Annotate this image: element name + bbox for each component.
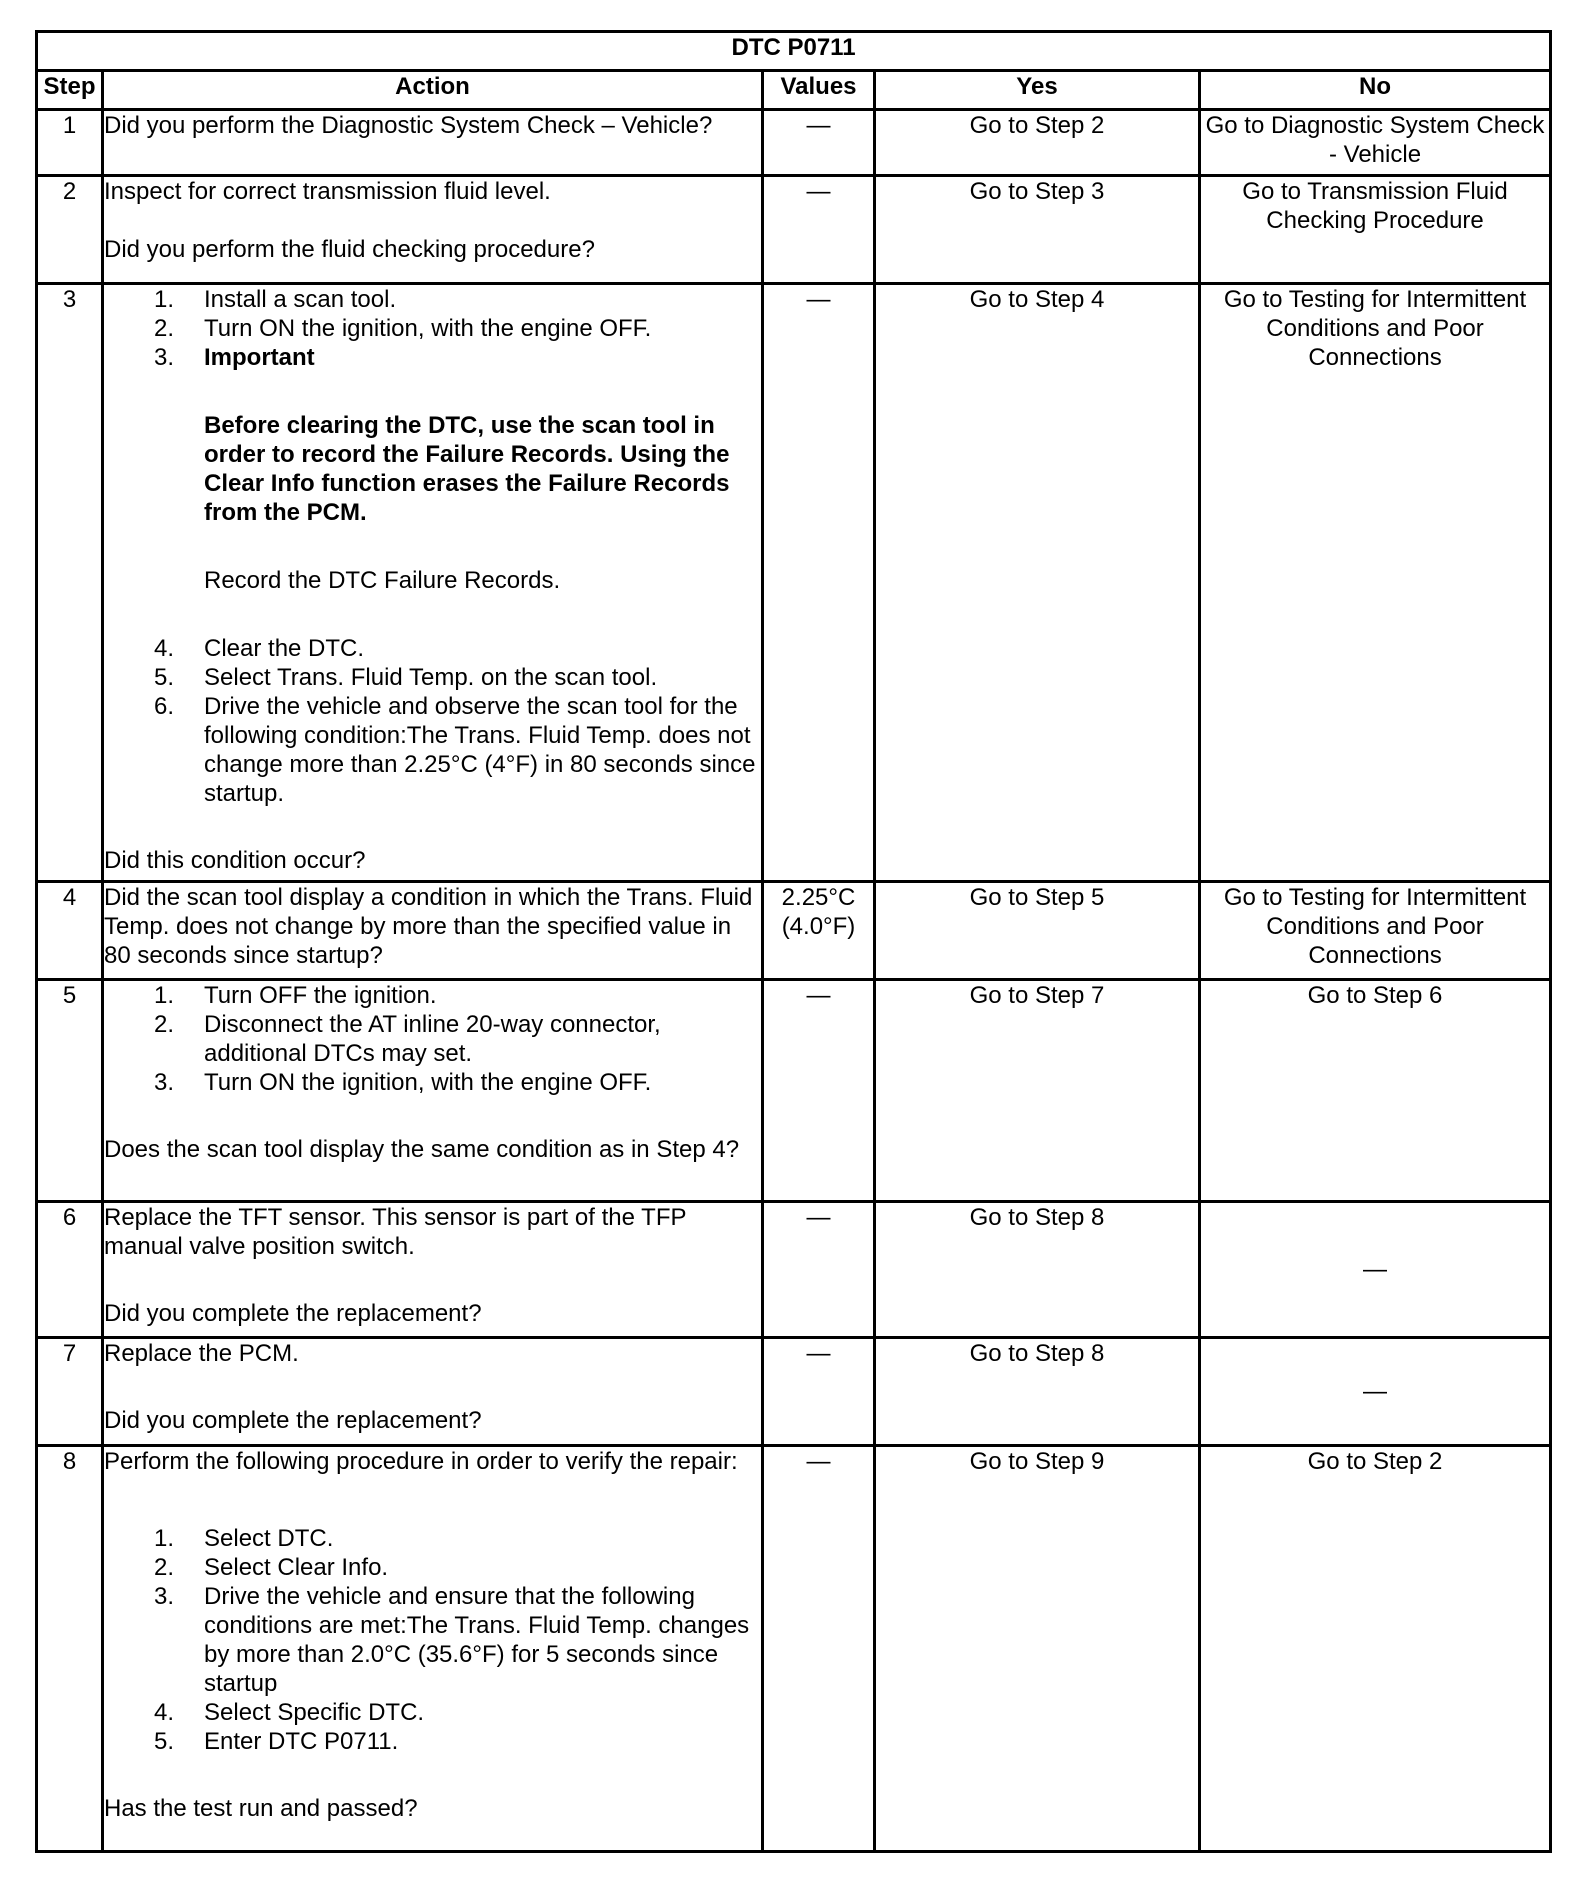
table-row bbox=[37, 1446, 1551, 1852]
list-item: 2. Disconnect the AT inline 20-way connector, additional DTCs may set. bbox=[154, 1011, 661, 1067]
value-celsius: 2.25°C bbox=[781, 884, 856, 911]
no-cell: Go to Transmission Fluid Checking Procedure bbox=[1200, 176, 1551, 284]
yes-cell: Go to Step 7 bbox=[875, 980, 1200, 1202]
action-text: Replace the TFT sensor. This sensor is part of the TFP manual valve position switch. bbox=[104, 1204, 687, 1260]
no-cell: Go to Step 6 bbox=[1200, 980, 1551, 1202]
no-cell: — bbox=[1200, 1338, 1551, 1446]
list-item: 2. Select Clear Info. bbox=[154, 1554, 389, 1581]
step-number: 4 bbox=[37, 882, 103, 980]
action-cell bbox=[103, 1446, 763, 1852]
step-number: 1 bbox=[37, 110, 103, 176]
table-row bbox=[37, 1202, 1551, 1338]
values-cell: — bbox=[763, 284, 875, 882]
list-item: 2. Turn ON the ignition, with the engine OFF. bbox=[154, 315, 652, 342]
action-cell bbox=[103, 176, 763, 284]
header-row bbox=[37, 71, 1551, 110]
table-row bbox=[37, 284, 1551, 882]
list-item: 3. Drive the vehicle and ensure that the following conditions are met:The Trans. Fluid Temp. changes by more than 2.0°C (35.6°F) for 5 seconds since startup bbox=[154, 1583, 750, 1697]
list-item: 1. Install a scan tool. bbox=[154, 286, 397, 313]
yes-cell: Go to Step 2 bbox=[875, 110, 1200, 176]
no-cell: Go to Testing for Intermittent Conditions and Poor Connections bbox=[1200, 882, 1551, 980]
values-cell: — bbox=[763, 110, 875, 176]
header-yes: Yes bbox=[875, 71, 1200, 110]
header-step: Step bbox=[37, 71, 103, 110]
header-values: Values bbox=[763, 71, 875, 110]
yes-cell: Go to Step 4 bbox=[875, 284, 1200, 882]
action-question: Did this condition occur? bbox=[104, 847, 366, 874]
values-cell bbox=[763, 882, 875, 980]
yes-cell: Go to Step 8 bbox=[875, 1202, 1200, 1338]
table-row bbox=[37, 980, 1551, 1202]
dtc-table bbox=[35, 30, 1552, 1853]
step-number: 5 bbox=[37, 980, 103, 1202]
action-text: Replace the PCM. bbox=[104, 1340, 299, 1367]
procedure-list bbox=[104, 1524, 761, 1756]
yes-cell: Go to Step 8 bbox=[875, 1338, 1200, 1446]
values-cell: — bbox=[763, 176, 875, 284]
list-item: 6. Drive the vehicle and observe the scan tool for the following condition:The Trans. Fluid Temp. does not change more than 2.25°C (4°F) in 80 seconds since startup. bbox=[154, 693, 756, 807]
no-cell: Go to Testing for Intermittent Conditions and Poor Connections bbox=[1200, 284, 1551, 882]
procedure-list bbox=[104, 634, 761, 808]
action-question: Does the scan tool display the same condition as in Step 4? bbox=[104, 1136, 740, 1163]
action-text: Did you perform the Diagnostic System Check – Vehicle? bbox=[104, 112, 713, 139]
values-cell: — bbox=[763, 1446, 875, 1852]
action-text: Did the scan tool display a condition in which the Trans. Fluid Temp. does not change by more than the specified value in 80 seconds since startup? bbox=[104, 884, 753, 969]
action-cell bbox=[103, 110, 763, 176]
table-row bbox=[37, 1338, 1551, 1446]
action-cell bbox=[103, 980, 763, 1202]
yes-cell: Go to Step 5 bbox=[875, 882, 1200, 980]
action-question: Has the test run and passed? bbox=[104, 1795, 418, 1822]
values-cell: — bbox=[763, 1202, 875, 1338]
title-row bbox=[37, 32, 1551, 71]
action-question: Did you complete the replacement? bbox=[104, 1300, 482, 1327]
action-text: Perform the following procedure in order to verify the repair: bbox=[104, 1448, 738, 1475]
important-note: Before clearing the DTC, use the scan tool in order to record the Failure Records. Using the Clear Info function erases the Failure Records from the PCM. bbox=[204, 412, 730, 526]
header-action: Action bbox=[103, 71, 763, 110]
value-fahrenheit: (4.0°F) bbox=[781, 913, 856, 940]
table-row bbox=[37, 176, 1551, 284]
no-cell: Go to Diagnostic System Check - Vehicle bbox=[1200, 110, 1551, 176]
yes-cell: Go to Step 9 bbox=[875, 1446, 1200, 1852]
header-no: No bbox=[1200, 71, 1551, 110]
action-cell bbox=[103, 882, 763, 980]
list-item: 3. Turn ON the ignition, with the engine OFF. bbox=[154, 1069, 652, 1096]
action-cell bbox=[103, 284, 763, 882]
list-item: 4. Select Specific DTC. bbox=[154, 1699, 425, 1726]
action-text: Inspect for correct transmission fluid level. bbox=[104, 178, 551, 205]
list-item: 4. Clear the DTC. bbox=[154, 635, 365, 662]
list-item: 5. Enter DTC P0711. bbox=[154, 1728, 399, 1755]
action-question: Did you perform the fluid checking procedure? bbox=[104, 236, 595, 263]
list-item: 3. Important bbox=[154, 344, 315, 371]
no-cell: — bbox=[1200, 1202, 1551, 1338]
step-number: 6 bbox=[37, 1202, 103, 1338]
list-item: 5. Select Trans. Fluid Temp. on the scan tool. bbox=[154, 664, 658, 691]
table-row bbox=[37, 882, 1551, 980]
yes-cell: Go to Step 3 bbox=[875, 176, 1200, 284]
record-instruction: Record the DTC Failure Records. bbox=[204, 567, 561, 594]
action-question: Did you complete the replacement? bbox=[104, 1407, 482, 1434]
values-cell: — bbox=[763, 1338, 875, 1446]
list-item: 1. Turn OFF the ignition. bbox=[154, 982, 437, 1009]
list-item: 1. Select DTC. bbox=[154, 1525, 334, 1552]
table-title: DTC P0711 bbox=[37, 32, 1551, 71]
step-number: 7 bbox=[37, 1338, 103, 1446]
procedure-list bbox=[104, 981, 761, 1097]
table-row bbox=[37, 110, 1551, 176]
step-number: 3 bbox=[37, 284, 103, 882]
values-cell: — bbox=[763, 980, 875, 1202]
procedure-list bbox=[104, 285, 761, 372]
no-cell: Go to Step 2 bbox=[1200, 1446, 1551, 1852]
step-number: 8 bbox=[37, 1446, 103, 1852]
action-cell bbox=[103, 1338, 763, 1446]
step-number: 2 bbox=[37, 176, 103, 284]
action-cell bbox=[103, 1202, 763, 1338]
